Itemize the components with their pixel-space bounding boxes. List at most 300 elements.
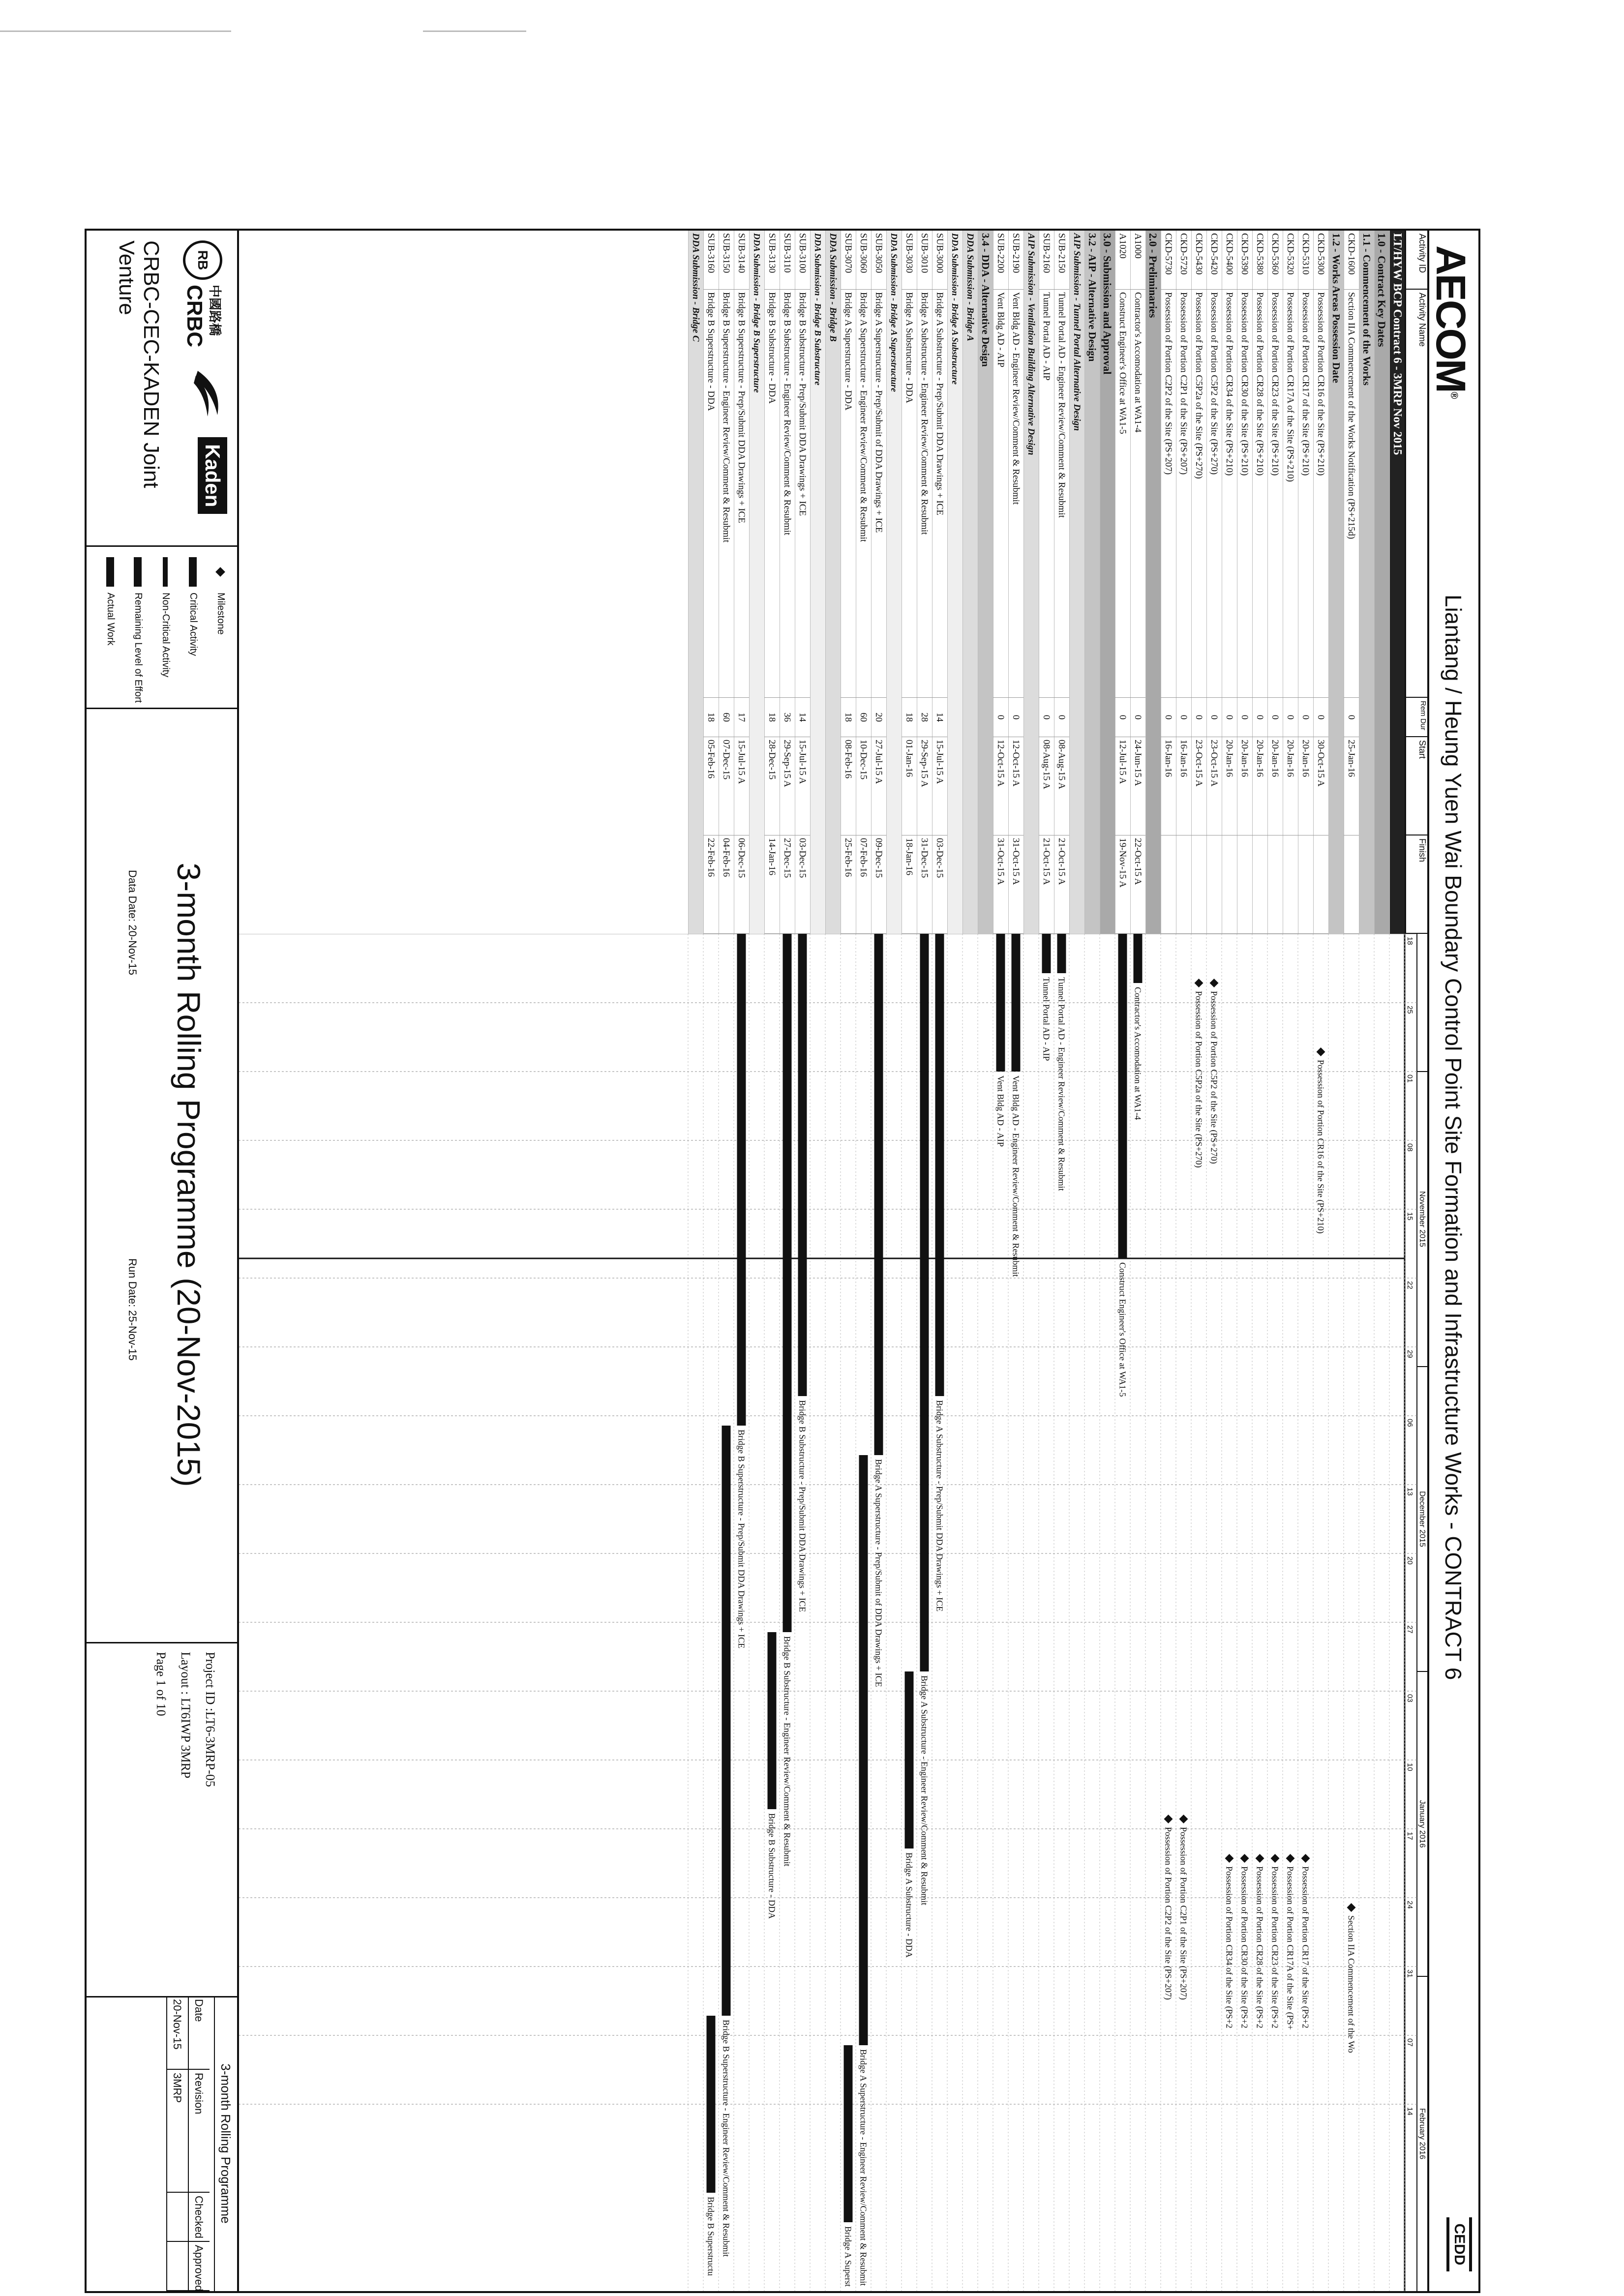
- wbs-name: DDA Submission - Bridge A Superstructure: [889, 233, 899, 392]
- activity-name: Bridge B Superstructure - Engineer Review/Comment & Resubmit: [719, 290, 734, 698]
- week-label: 20: [1406, 1556, 1414, 1565]
- revision-block: [85, 1996, 237, 2291]
- col-header-dur: Rem Dur: [1405, 698, 1429, 737]
- start-date: 12-Oct-15 A: [993, 737, 1008, 835]
- start-date: 30-Oct-15 A: [1313, 737, 1328, 835]
- remaining-duration: 0: [1283, 698, 1298, 737]
- remaining-duration: 18: [764, 698, 780, 737]
- bar-label: Contractor's Accomodation at WA1-4: [1133, 987, 1143, 1120]
- table-row: [1039, 231, 1054, 934]
- bar-label: Tunnel Portal AD - Engineer Review/Comment & Resubmit: [1056, 977, 1067, 1191]
- col-header-name: Activity Name: [1405, 290, 1429, 698]
- bar-label: Possession of Portion C2P2 of the Site (PS+207): [1163, 1827, 1173, 2000]
- finish-date: 07-Feb-16: [856, 835, 871, 934]
- wbs-name: 2.0 - Preliminaries: [1147, 233, 1159, 318]
- activity-name: Possession of Portion CR30 of the Site (PS+210): [1237, 290, 1252, 698]
- activity-name: Vent Bldg AD - Engineer Review/Comment & Resubmit: [1008, 290, 1023, 698]
- wbs-band: [825, 231, 841, 934]
- finish-date: 31-Dec-15: [917, 835, 932, 934]
- finish-date: [1344, 835, 1359, 934]
- start-date: 15-Jul-15 A: [932, 737, 947, 835]
- activity-bar: [737, 934, 746, 1426]
- week-label: 18: [1406, 937, 1414, 945]
- activity-name: Bridge A Substructure - DDA: [902, 290, 917, 698]
- remaining-duration: 0: [1039, 698, 1054, 737]
- start-date: 08-Aug-15 A: [1039, 737, 1054, 835]
- finish-date: [1206, 835, 1222, 934]
- activity-name: Possession of Portion CR16 of the Site (PS+210): [1313, 290, 1328, 698]
- remaining-duration: 18: [902, 698, 917, 737]
- wbs-name: 3.0 - Submission and Approval: [1101, 233, 1113, 375]
- bar-label: Vent Bldg AD - Engineer Review/Comment & Resubmit: [1011, 1075, 1021, 1277]
- bar-label: Bridge B Substructure - Prep/Submit DDA Drawings + ICE: [797, 1400, 808, 1612]
- legend-milestone: Milestone: [215, 557, 226, 635]
- wbs-name: 3.4 - DDA - Alternative Design: [980, 233, 992, 367]
- contractor-logos: [85, 231, 237, 547]
- remaining-duration: 0: [1176, 698, 1191, 737]
- page-number: Page 1 of 10: [154, 1652, 168, 1716]
- col-header-start: Start: [1405, 737, 1429, 835]
- finish-date: 03-Dec-15: [932, 835, 947, 934]
- week-label: 31: [1406, 1969, 1414, 1978]
- remaining-duration: 60: [856, 698, 871, 737]
- activity-id: CKD-5400: [1222, 231, 1237, 290]
- activity-name: Bridge B Superstructure - DDA: [703, 290, 719, 698]
- activity-id: CKD-1600: [1344, 231, 1359, 290]
- remaining-duration: 17: [734, 698, 749, 737]
- activity-name: Bridge A Substructure - Prep/Submit DDA Drawings + ICE: [932, 290, 947, 698]
- week-label: 07: [1406, 2038, 1414, 2047]
- activity-name: Possession of Portion C5P2 of the Site (PS+270): [1206, 290, 1222, 698]
- bar-label: Possession of Portion C2P1 of the Site (PS+207): [1178, 1827, 1189, 2000]
- finish-date: 21-Oct-15 A: [1054, 835, 1069, 934]
- week-label: 25: [1406, 1006, 1414, 1014]
- milestone-marker: [1179, 1815, 1188, 1823]
- table-row: [1130, 231, 1145, 934]
- aecom-logo: AECOM®: [1428, 245, 1474, 398]
- week-label: 01: [1406, 1074, 1414, 1083]
- finish-date: [1298, 835, 1313, 934]
- crbc-logo: 中國路橋 CRBC: [182, 285, 222, 348]
- rev-checked: [166, 2193, 188, 2242]
- table-row: [841, 231, 856, 934]
- start-date: 15-Jul-15 A: [734, 737, 749, 835]
- activity-id: CKD-5300: [1313, 231, 1328, 290]
- revision-title: 3-month Rolling Programme: [214, 1996, 233, 2291]
- activity-name: Tunnel Portal AD - Engineer Review/Comment & Resubmit: [1054, 290, 1069, 698]
- finish-date: 25-Feb-16: [841, 835, 856, 934]
- milestone-marker: [1271, 1854, 1280, 1863]
- start-date: 01-Jan-16: [902, 737, 917, 835]
- remaining-duration: 0: [993, 698, 1008, 737]
- activity-id: SUB-3050: [871, 231, 886, 290]
- activity-bar: [798, 934, 807, 1396]
- remaining-duration: 60: [719, 698, 734, 737]
- milestone-marker: [1317, 1047, 1325, 1056]
- start-date: 15-Jul-15 A: [795, 737, 810, 835]
- bar-label: Bridge B Superstructu: [706, 2197, 716, 2276]
- start-date: 29-Sep-15 A: [917, 737, 932, 835]
- activity-id: CKD-5320: [1283, 231, 1298, 290]
- rev-date: 20-Nov-15: [166, 1996, 188, 2070]
- week-label: 10: [1406, 1763, 1414, 1771]
- activity-id: A1000: [1130, 231, 1145, 290]
- activity-bar: [935, 934, 944, 1396]
- table-row: [917, 231, 932, 934]
- wbs-name: DDA Submission - Bridge A Substructure: [950, 233, 960, 385]
- month-label: December 2015: [1418, 1491, 1426, 1547]
- activity-name: Possession of Portion C2P1 of the Site (PS+207): [1176, 290, 1191, 698]
- wbs-band: [688, 231, 703, 934]
- table-row: [1344, 231, 1359, 934]
- table-row: [764, 231, 780, 934]
- activity-bar: [1118, 934, 1127, 1258]
- rb-logo: RB: [183, 240, 222, 280]
- activity-bar: [707, 2016, 716, 2193]
- wbs-band: [1084, 231, 1100, 934]
- wbs-band: [749, 231, 764, 934]
- table-row: [734, 231, 749, 934]
- wbs-name: DDA Submission - Bridge B: [828, 233, 838, 342]
- activity-name: Possession of Portion CR34 of the Site (PS+210): [1222, 290, 1237, 698]
- milestone-marker: [1164, 1815, 1173, 1823]
- activity-id: CKD-5720: [1176, 231, 1191, 290]
- activity-id: SUB-3110: [780, 231, 795, 290]
- activity-id: SUB-3010: [917, 231, 932, 290]
- programme-title: 3-month Rolling Programme (20-Nov-2015): [171, 863, 207, 1487]
- remaining-duration: 14: [932, 698, 947, 737]
- wbs-name: DDA Submission - Bridge B Superstructure: [752, 233, 762, 393]
- table-row: [1176, 231, 1191, 934]
- rev-header-date: Date: [188, 1996, 210, 2070]
- wbs-name: DDA Submission - Bridge A: [965, 233, 975, 341]
- activity-bar: [783, 934, 792, 1632]
- activity-name: Bridge A Superstructure - Engineer Review/Comment & Resubmit: [856, 290, 871, 698]
- activity-id: SUB-2190: [1008, 231, 1023, 290]
- finish-date: 31-Oct-15 A: [1008, 835, 1023, 934]
- finish-date: 22-Oct-15 A: [1130, 835, 1145, 934]
- week-label: 17: [1406, 1832, 1414, 1840]
- week-label: 15: [1406, 1212, 1414, 1221]
- start-date: 20-Jan-16: [1222, 737, 1237, 835]
- sheet-footer: [85, 231, 239, 2291]
- finish-date: [1222, 835, 1237, 934]
- remaining-duration: 28: [917, 698, 932, 737]
- activity-name: Bridge A Superstructure - DDA: [841, 290, 856, 698]
- start-date: 23-Oct-15 A: [1206, 737, 1222, 835]
- bar-label: Tunnel Portal AD - AIP: [1041, 977, 1052, 1061]
- rev-header-revision: Revision: [188, 2070, 210, 2193]
- project-title: Liantang / Heung Yuen Wai Boundary Control Point Site Formation and Infrastructure Works - CONTRACT 6: [1441, 595, 1466, 1680]
- bar-label: Construct Engineer's Office at WA1-5: [1117, 1262, 1128, 1397]
- bar-label: Bridge B Superstructure - Engineer Review/Comment & Resubmit: [721, 2020, 731, 2257]
- activity-id: SUB-2160: [1039, 231, 1054, 290]
- milestone-marker: [1240, 1854, 1249, 1863]
- start-date: 20-Jan-16: [1237, 737, 1252, 835]
- finish-date: [1191, 835, 1206, 934]
- month-label: February 2016: [1418, 2108, 1426, 2160]
- table-row: [1252, 231, 1267, 934]
- schedule-sheet: [85, 229, 1480, 2293]
- remaining-duration: 0: [1344, 698, 1359, 737]
- col-header-id: Activity ID: [1405, 231, 1429, 290]
- activity-name: Possession of Portion CR23 of the Site (PS+210): [1267, 290, 1283, 698]
- milestone-marker: [1301, 1854, 1310, 1863]
- remaining-duration: 18: [703, 698, 719, 737]
- activity-bar: [1134, 934, 1143, 983]
- remaining-duration: 36: [780, 698, 795, 737]
- start-date: 12-Oct-15 A: [1008, 737, 1023, 835]
- activity-name: Possession of Portion C5P2a of the Site (PS+270): [1191, 290, 1206, 698]
- activity-bar: [1012, 934, 1021, 1072]
- bar-label: Possession of Portion CR28 of the Site (PS+2: [1255, 1866, 1265, 2028]
- legend-actual: Actual Work: [105, 557, 116, 645]
- finish-date: 18-Jan-16: [902, 835, 917, 934]
- activity-id: CKD-5430: [1191, 231, 1206, 290]
- start-date: 10-Dec-15: [856, 737, 871, 835]
- wbs-name: 3.2 - AIP - Alternative Design: [1086, 233, 1098, 362]
- activity-name: Bridge A Superstructure - Prep/Submit of DDA Drawings + ICE: [871, 290, 886, 698]
- start-date: 08-Feb-16: [841, 737, 856, 835]
- activity-bar: [768, 1632, 777, 1809]
- activity-name: Bridge B Substructure - DDA: [764, 290, 780, 698]
- start-date: 23-Oct-15 A: [1191, 737, 1206, 835]
- remaining-duration: 0: [1191, 698, 1206, 737]
- remaining-duration: 0: [1267, 698, 1283, 737]
- joint-venture-name: CRBC-CEC-KADEN Joint Venture: [115, 240, 163, 488]
- finish-date: 06-Dec-15: [734, 835, 749, 934]
- start-date: 20-Jan-16: [1298, 737, 1313, 835]
- bar-label: Section IIA Commencement of the Wo: [1346, 1915, 1356, 2053]
- week-label: 24: [1406, 1901, 1414, 1909]
- activity-name: Possession of Portion CR28 of the Site (PS+210): [1252, 290, 1267, 698]
- finish-date: 22-Feb-16: [703, 835, 719, 934]
- activity-id: SUB-2200: [993, 231, 1008, 290]
- finish-date: 03-Dec-15: [795, 835, 810, 934]
- project-info: [85, 1642, 237, 1998]
- week-label: 22: [1406, 1281, 1414, 1289]
- bar-label: Bridge A Superst: [843, 2226, 853, 2287]
- wbs-band: [1389, 231, 1405, 934]
- table-row: [703, 231, 719, 934]
- activity-name: Construct Engineer's Office at WA1-5: [1115, 290, 1130, 698]
- start-date: 08-Aug-15 A: [1054, 737, 1069, 835]
- remaining-duration: 14: [795, 698, 810, 737]
- activity-name: Contractor's Accomodation at WA1-4: [1130, 290, 1145, 698]
- remaining-duration: 0: [1054, 698, 1069, 737]
- wbs-name: DDA Submission - Bridge B Substructure: [813, 233, 823, 386]
- finish-date: [1313, 835, 1328, 934]
- wbs-band: [1145, 231, 1161, 934]
- wbs-band: [1359, 231, 1374, 934]
- start-date: 05-Feb-16: [703, 737, 719, 835]
- table-row: [795, 231, 810, 934]
- month-label: January 2016: [1418, 1800, 1426, 1848]
- activity-id: CKD-5310: [1298, 231, 1313, 290]
- wbs-name: AIP Submission - Tunnel Portal Alternative Design: [1072, 233, 1082, 431]
- activity-id: SUB-3000: [932, 231, 947, 290]
- legend-critical: Critical Activity: [187, 557, 199, 656]
- activity-id: SUB-2150: [1054, 231, 1069, 290]
- table-row: [1237, 231, 1252, 934]
- bar-label: Bridge A Superstructure - Engineer Review/Comment & Resubmit: [858, 2049, 869, 2286]
- activity-id: SUB-3150: [719, 231, 734, 290]
- bar-label: Possession of Portion CR23 of the Site (PS+2: [1270, 1866, 1280, 2028]
- cec-logo: [193, 368, 227, 417]
- finish-date: 04-Feb-16: [719, 835, 734, 934]
- milestone-icon: [215, 567, 225, 577]
- finish-date: 14-Jan-16: [764, 835, 780, 934]
- remaining-duration: 0: [1008, 698, 1023, 737]
- start-date: 16-Jan-16: [1161, 737, 1176, 835]
- bar-label: Bridge A Substructure - Engineer Review/Comment & Resubmit: [919, 1675, 930, 1906]
- start-date: 20-Jan-16: [1283, 737, 1298, 835]
- finish-date: 27-Dec-15: [780, 835, 795, 934]
- table-row: [1161, 231, 1176, 934]
- bar-label: Bridge B Substructure - DDA: [767, 1813, 777, 1919]
- table-row: [1298, 231, 1313, 934]
- activity-name: Section IIA Commencement of the Works Notification (PS+215d): [1344, 290, 1359, 698]
- activity-id: SUB-3130: [764, 231, 780, 290]
- bar-label: Possession of Portion CR17 of the Site (PS+2: [1300, 1866, 1311, 2028]
- remaining-duration: 18: [841, 698, 856, 737]
- table-row: [1008, 231, 1023, 934]
- activity-id: SUB-3100: [795, 231, 810, 290]
- milestone-marker: [1286, 1854, 1295, 1863]
- start-date: 29-Sep-15 A: [780, 737, 795, 835]
- table-row: [1054, 231, 1069, 934]
- activity-name: Bridge B Substructure - Prep/Submit DDA Drawings + ICE: [795, 290, 810, 698]
- start-date: 25-Jan-16: [1344, 737, 1359, 835]
- activity-id: CKD-5380: [1252, 231, 1267, 290]
- finish-date: [1237, 835, 1252, 934]
- milestone-marker: [1210, 979, 1219, 987]
- rev-approved: [166, 2242, 188, 2291]
- wbs-band: [947, 231, 962, 934]
- activity-bar: [874, 934, 883, 1455]
- bar-label: Possession of Portion CR34 of the Site (PS+2: [1224, 1866, 1234, 2028]
- remaining-duration: 0: [1161, 698, 1176, 737]
- activity-name: Bridge A Substructure - Engineer Review/Comment & Resubmit: [917, 290, 932, 698]
- sheet-header: [1427, 231, 1478, 2291]
- activity-id: SUB-3030: [902, 231, 917, 290]
- col-header-finish: Finish: [1405, 835, 1429, 934]
- finish-date: [1176, 835, 1191, 934]
- milestone-marker: [1256, 1854, 1264, 1863]
- table-row: [1206, 231, 1222, 934]
- wbs-band: [978, 231, 993, 934]
- bar-label: Bridge A Substructure - Prep/Submit DDA Drawings + ICE: [934, 1400, 945, 1612]
- data-date: Data Date: 20-Nov-15: [126, 870, 139, 975]
- table-row: [719, 231, 734, 934]
- kaden-logo: Kaden: [198, 437, 227, 514]
- activity-bar: [722, 1426, 731, 2016]
- table-row: [780, 231, 795, 934]
- activity-id: SUB-3140: [734, 231, 749, 290]
- remaining-duration: 0: [1206, 698, 1222, 737]
- table-row: [856, 231, 871, 934]
- activity-bar: [859, 1455, 868, 2045]
- wbs-band: [886, 231, 902, 934]
- remaining-duration: 0: [1130, 698, 1145, 737]
- table-row: [1313, 231, 1328, 934]
- activity-name: Bridge B Superstructure - Prep/Submit DDA Drawings + ICE: [734, 290, 749, 698]
- start-date: 24-Jun-15 A: [1130, 737, 1145, 835]
- bar-label: Possession of Portion CR16 of the Site (PS+210): [1316, 1060, 1326, 1234]
- week-label: 14: [1406, 2107, 1414, 2116]
- activity-id: CKD-5420: [1206, 231, 1222, 290]
- rev-header-approved: Approved: [188, 2242, 210, 2291]
- activity-id: CKD-5390: [1237, 231, 1252, 290]
- activity-bar: [844, 2045, 853, 2222]
- run-date: Run Date: 25-Nov-15: [126, 1258, 139, 1361]
- finish-date: 21-Oct-15 A: [1039, 835, 1054, 934]
- milestone-marker: [1347, 1903, 1356, 1912]
- wbs-name: AIP Submission - Ventilation Building Alternative Design: [1026, 233, 1036, 455]
- layout-name: Layout : LT6IWP 3MRP: [179, 1652, 193, 1779]
- wbs-name: 1.0 - Contract Key Dates: [1376, 233, 1388, 347]
- wbs-band: [1374, 231, 1389, 934]
- wbs-name: 1.2 - Works Areas Possession Date: [1330, 233, 1342, 383]
- activity-bar: [996, 934, 1005, 1072]
- legend: [85, 545, 237, 709]
- remaining-duration: 20: [871, 698, 886, 737]
- wbs-band: [1100, 231, 1115, 934]
- finish-date: 19-Nov-15 A: [1115, 835, 1130, 934]
- week-label: 08: [1406, 1143, 1414, 1152]
- gantt-chart: [239, 934, 1429, 2291]
- remaining-duration: 0: [1252, 698, 1267, 737]
- week-label: 06: [1406, 1419, 1414, 1427]
- finish-date: [1252, 835, 1267, 934]
- activity-bar: [920, 934, 929, 1671]
- finish-date: [1161, 835, 1176, 934]
- finish-date: 31-Oct-15 A: [993, 835, 1008, 934]
- wbs-name: 1.1 - Commencement of the Works: [1361, 233, 1373, 386]
- footer-title-block: [85, 708, 237, 1643]
- activity-name: Bridge B Substructure - Engineer Review/Comment & Resubmit: [780, 290, 795, 698]
- activity-name: Possession of Portion CR17A of the Site (PS+210): [1283, 290, 1298, 698]
- activity-id: SUB-3160: [703, 231, 719, 290]
- activity-bar: [905, 1671, 914, 1849]
- activity-id: CKD-5360: [1267, 231, 1283, 290]
- activity-name: Possession of Portion CR17 of the Site (PS+210): [1298, 290, 1313, 698]
- wbs-band: [810, 231, 825, 934]
- activity-bar: [1042, 934, 1051, 973]
- table-row: [932, 231, 947, 934]
- start-date: 12-Jul-15 A: [1115, 737, 1130, 835]
- table-row: [1191, 231, 1206, 934]
- week-label: 13: [1406, 1488, 1414, 1496]
- start-date: 27-Jul-15 A: [871, 737, 886, 835]
- bar-label: Possession of Portion CR30 of the Site (PS+2: [1239, 1866, 1250, 2028]
- week-label: 27: [1406, 1625, 1414, 1634]
- month-label: November 2015: [1418, 1191, 1426, 1247]
- finish-date: 09-Dec-15: [871, 835, 886, 934]
- remaining-duration: 0: [1222, 698, 1237, 737]
- table-row: [993, 231, 1008, 934]
- bar-label: Possession of Portion CR17A of the Site (PS+: [1285, 1866, 1295, 2030]
- finish-date: [1267, 835, 1283, 934]
- wbs-band: [1023, 231, 1039, 934]
- wbs-name: LT/HYW BCP Contract 6 - 3MRP Nov 2015: [1391, 233, 1404, 455]
- activity-id: SUB-3070: [841, 231, 856, 290]
- remaining-duration: 0: [1313, 698, 1328, 737]
- wbs-band: [1069, 231, 1084, 934]
- week-label: 29: [1406, 1350, 1414, 1358]
- bar-label: Bridge B Superstructure - Prep/Submit DDA Drawings + ICE: [736, 1430, 747, 1649]
- rev-header-checked: Checked: [188, 2193, 210, 2242]
